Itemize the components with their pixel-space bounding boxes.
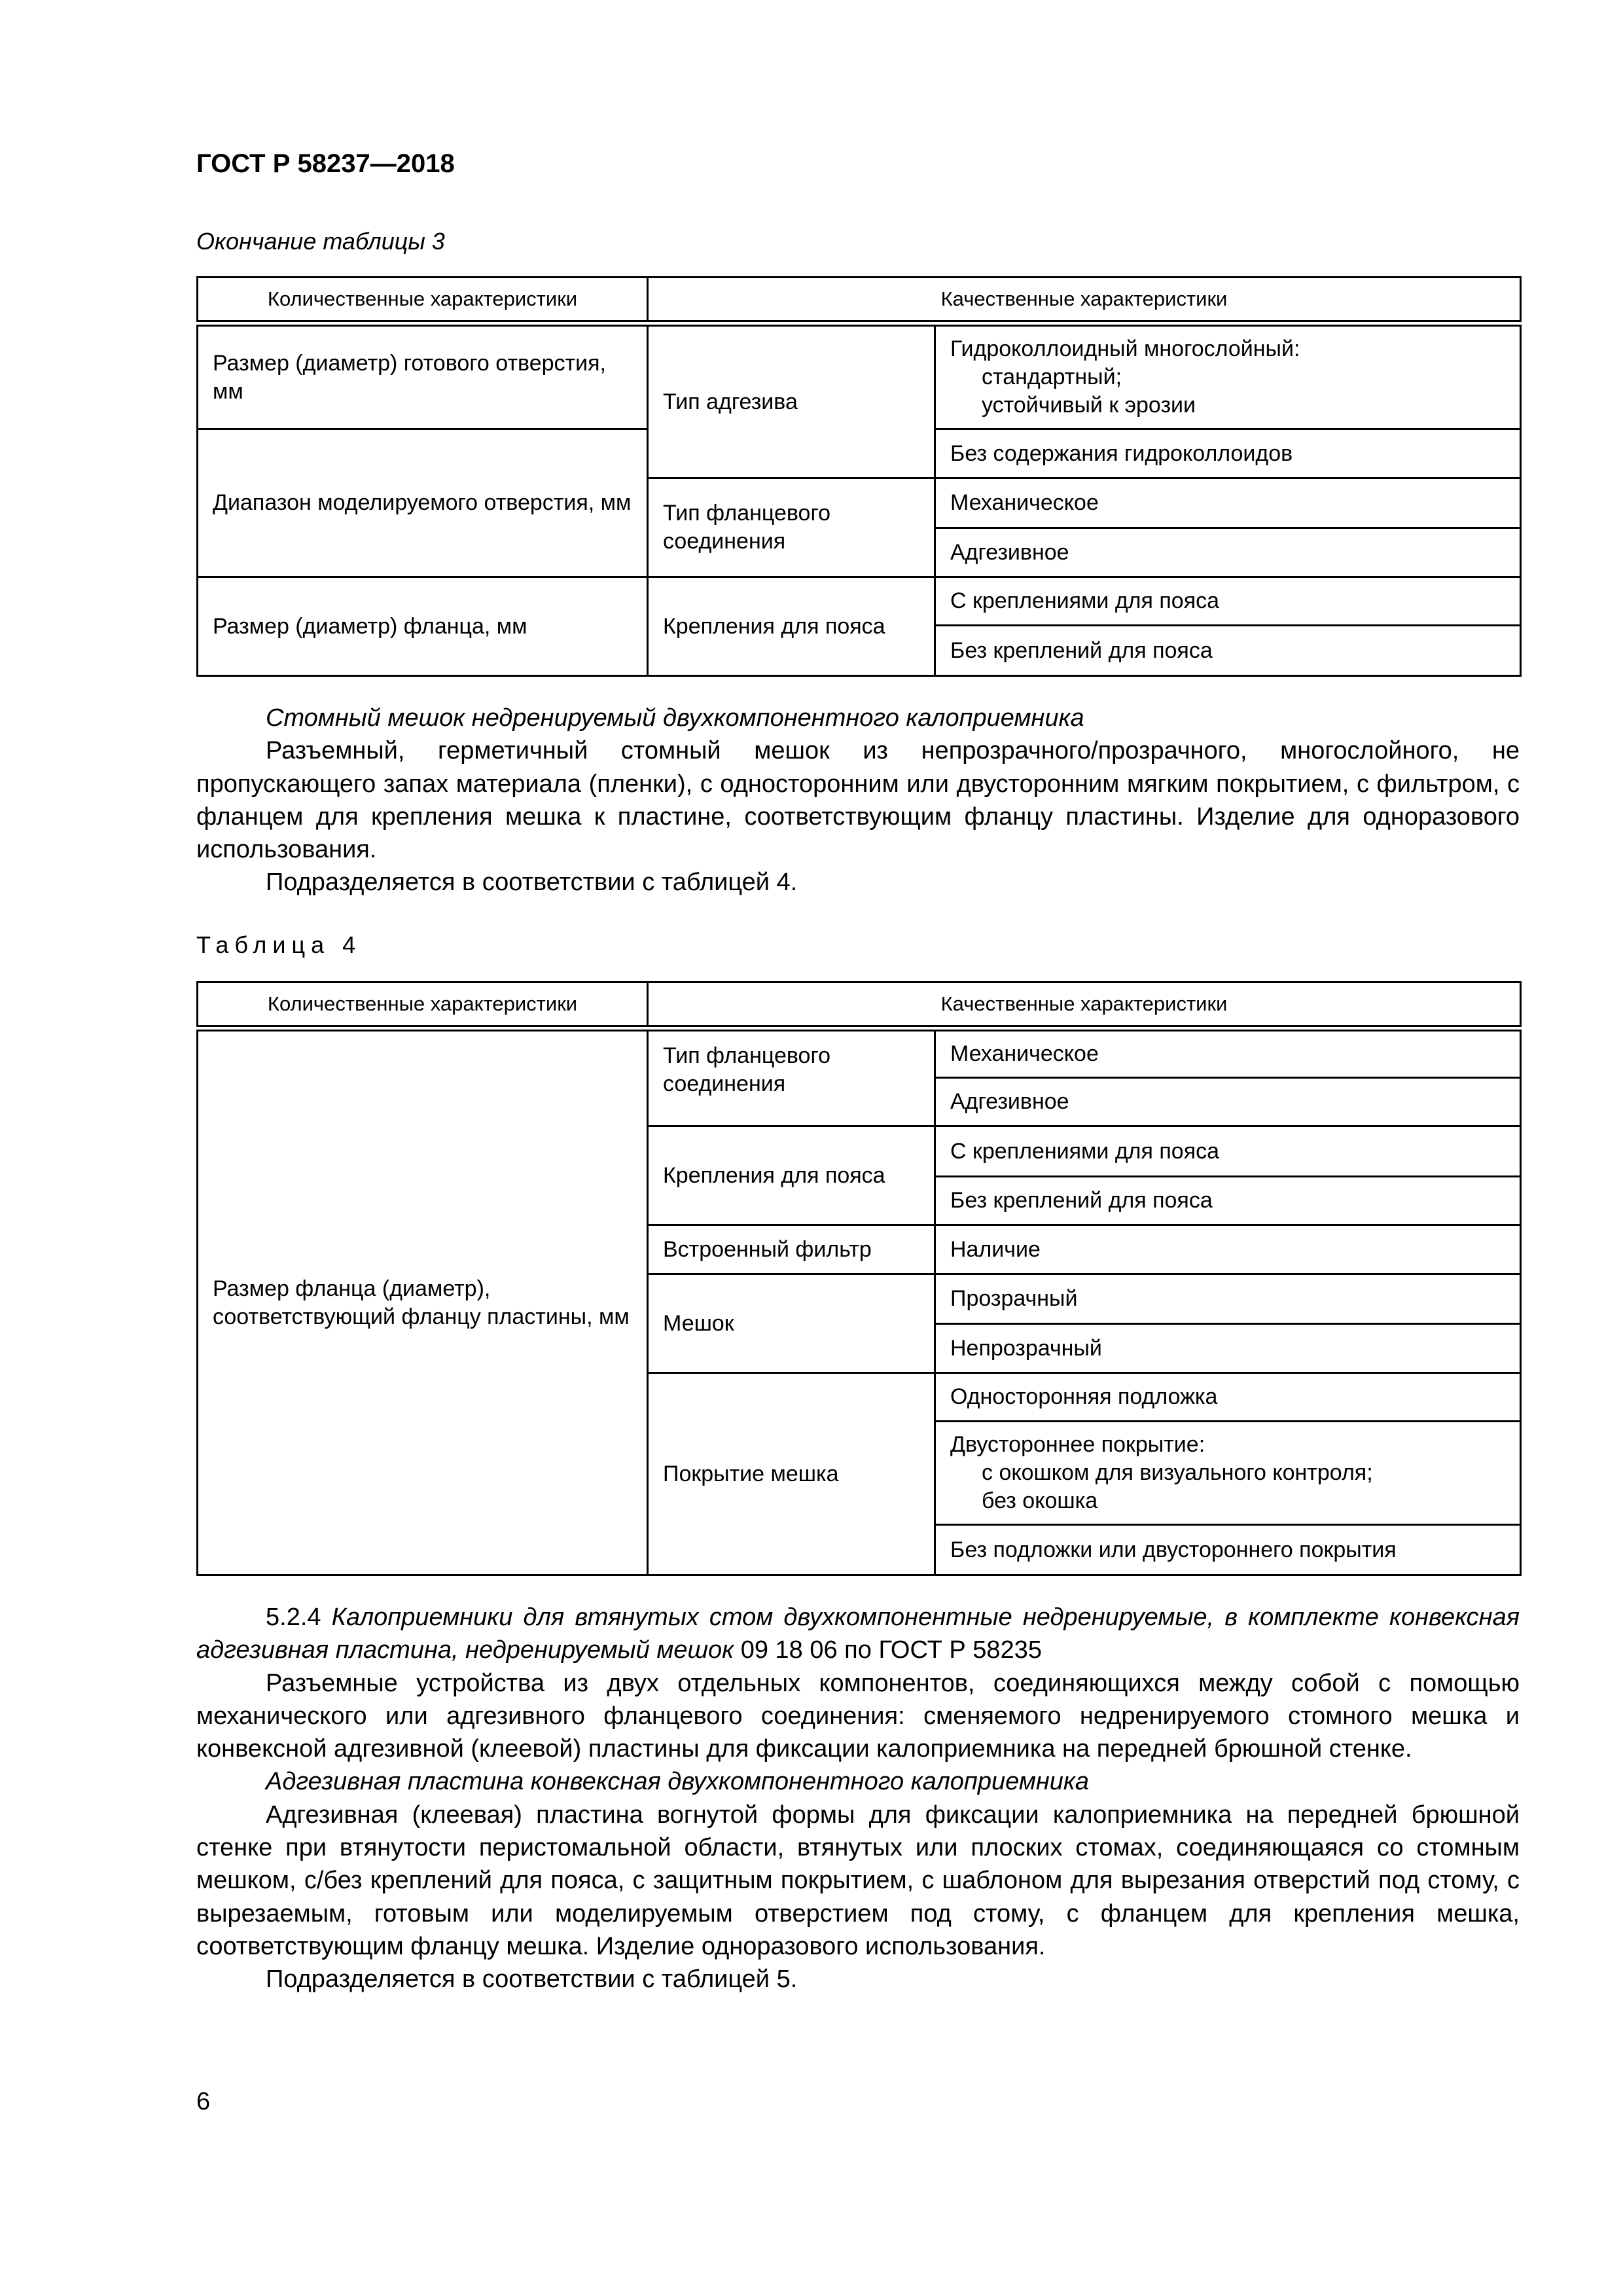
value-cell: Односторонняя подложка (935, 1373, 1521, 1422)
value-cell: Непрозрачный (935, 1324, 1521, 1373)
table-3 (196, 276, 1522, 677)
table-4 (196, 981, 1522, 1576)
value-cell: Без подложки или двустороннего покрытия (935, 1525, 1521, 1575)
value-cell: Без креплений для пояса (935, 626, 1521, 676)
section-title: 5.2.4 Калоприемники для втянутых стом двухкомпонентные недренируемые, в комплекте конвексная адгезивная пластина, недренируемый мешок 09 18 06 по ГОСТ Р 58235 (196, 1604, 1520, 1664)
quant-cell: Размер (диаметр) фланца, мм (198, 577, 648, 676)
group-cell: Крепления для пояса (648, 1126, 935, 1225)
group-cell: Тип фланцевого соединения (648, 478, 935, 577)
quant-cell: Размер (диаметр) готового отверстия, мм (198, 326, 648, 429)
group-cell: Встроенный фильтр (648, 1225, 935, 1274)
col-header-qual: Качественные характеристики (648, 982, 1521, 1026)
value-cell: Двустороннее покрытие: с окошком для визуального контроля; без окошка (935, 1422, 1521, 1525)
section-5-2-4 (196, 1601, 1520, 1996)
col-header-quant: Количественные характеристики (198, 278, 648, 321)
value-cell: Механическое (935, 1031, 1521, 1078)
value-cell: Без креплений для пояса (935, 1177, 1521, 1225)
value-cell: Адгезивное (935, 1078, 1521, 1126)
section-ref: Подразделяется в соответствии с таблицей 4. (266, 869, 798, 897)
group-cell: Мешок (648, 1274, 935, 1373)
group-cell: Крепления для пояса (648, 577, 935, 676)
section-ref: Подразделяется в соответствии с таблицей 5. (266, 1965, 798, 1994)
group-cell: Покрытие мешка (648, 1373, 935, 1575)
group-cell: Тип фланцевого соединения (648, 1031, 935, 1126)
value-cell: Механическое (935, 478, 1521, 528)
quant-cell: Диапазон моделируемого отверстия, мм (198, 429, 648, 577)
value-cell: Гидроколлоидный многослойный: стандартный; устойчивый к эрозии (935, 326, 1521, 429)
page-number: 6 (196, 2088, 211, 2115)
section-stoma-bag (196, 702, 1520, 899)
table4-caption: Таблица 4 (196, 931, 362, 958)
value-cell: Адгезивное (935, 528, 1521, 577)
section-body: Разъемный, герметичный стомный мешок из непрозрачного/прозрачного, многослойного, не пропускающего запах материала (пленки), с односторонним или двусторонним мягким покрытием, с фильтром, с фланцем для крепления мешка к пластине, соответствующим фланцу пластины. Изделие для одноразового использования. (196, 737, 1520, 864)
col-header-qual: Качественные характеристики (648, 278, 1521, 321)
document-header: ГОСТ Р 58237—2018 (196, 149, 455, 178)
value-cell: Прозрачный (935, 1274, 1521, 1324)
quant-cell: Размер фланца (диаметр), соответствующий фланцу пластины, мм (198, 1031, 648, 1575)
value-cell: Без содержания гидроколлоидов (935, 429, 1521, 478)
table3-caption: Окончание таблицы 3 (196, 228, 445, 255)
section-body-2: Адгезивная (клеевая) пластина вогнутой формы для фиксации калоприемника на передней брюшной стенке при втянутости перистомальной области, втянутых или плоских стомах, соединяющаяся со стомным мешком, с/без креплений для пояса, с защитным покрытием, с шаблоном для вырезания отверстий под стому, с вырезаемым, готовым или моделируемым отверстием под стому, с фланцем для крепления мешка, соответствующим фланцу мешка. Изделие одноразового использования. (196, 1801, 1520, 1960)
section-body: Разъемные устройства из двух отдельных компонентов, соединяющихся между собой с помощью механического или адгезивного фланцевого соединения: сменяемого недренируемого стомного мешка и конвексной адгезивной (клеевой) пластины для фиксации калоприемника на передней брюшной стенке. (196, 1669, 1520, 1763)
section-heading: Стомный мешок недренируемый двухкомпонентного калоприемника (266, 704, 1084, 732)
section-subheading: Адгезивная пластина конвексная двухкомпонентного калоприемника (266, 1768, 1089, 1796)
value-cell: Наличие (935, 1225, 1521, 1274)
value-cell: С креплениями для пояса (935, 577, 1521, 626)
value-cell: С креплениями для пояса (935, 1126, 1521, 1177)
group-cell: Тип адгезива (648, 326, 935, 478)
col-header-quant: Количественные характеристики (198, 982, 648, 1026)
